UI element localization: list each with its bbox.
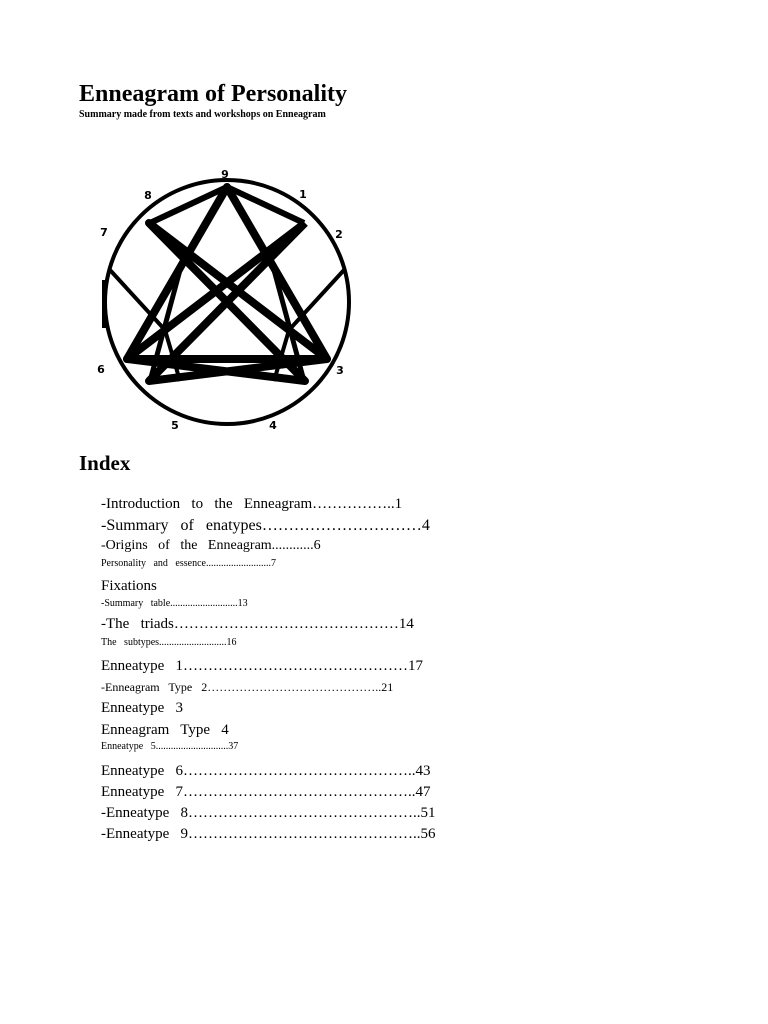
label-9: 9 <box>221 168 229 181</box>
enneagram-lines <box>105 180 349 424</box>
toc-entry: Enneagram Type 4 <box>101 722 229 738</box>
toc-entry: Personality and essence..........................7 <box>101 558 276 569</box>
enneagram-left-bar <box>102 280 107 328</box>
toc-entry: -Enneagram Type 2……………………………………..21 <box>101 680 394 694</box>
label-6: 6 <box>97 363 105 376</box>
toc-entry: -Summary table...........................13 <box>101 598 248 609</box>
toc-entry: Enneatype 3 <box>101 700 184 716</box>
toc-entry: -Introduction to the Enneagram……………..1 <box>101 496 403 512</box>
toc-entry: -Origins of the Enneagram............6 <box>101 538 321 553</box>
index-heading: Index <box>79 451 131 475</box>
toc-entry: The subtypes...........................16 <box>101 637 237 648</box>
toc-entry: Fixations <box>101 578 157 594</box>
document-subtitle: Summary made from texts and workshops on Enneagram <box>79 109 326 120</box>
toc-entry: -The triads………………………………………14 <box>101 616 414 632</box>
toc-entry: Enneatype 1………………………………………17 <box>101 658 424 674</box>
toc-entry: -Summary of enatypes…………………………4 <box>101 517 430 534</box>
label-2: 2 <box>335 228 343 241</box>
enneagram-diagram <box>92 164 364 439</box>
label-5: 5 <box>171 419 179 432</box>
toc-entry: -Enneatype 9………………………………………..56 <box>101 826 436 842</box>
label-8: 8 <box>144 189 152 202</box>
table-of-contents <box>101 497 521 842</box>
toc-entry: -Enneatype 8………………………………………..51 <box>101 805 436 821</box>
label-4: 4 <box>269 419 277 432</box>
toc-entry: Enneatype 7………………………………………..47 <box>101 784 431 800</box>
label-1: 1 <box>299 188 307 201</box>
label-7: 7 <box>100 226 108 239</box>
document-title: Enneagram of Personality <box>79 81 347 107</box>
toc-entry: Enneatype 6………………………………………..43 <box>101 763 431 779</box>
label-3: 3 <box>336 364 344 377</box>
toc-entry: Enneatype 5.............................37 <box>101 741 239 752</box>
